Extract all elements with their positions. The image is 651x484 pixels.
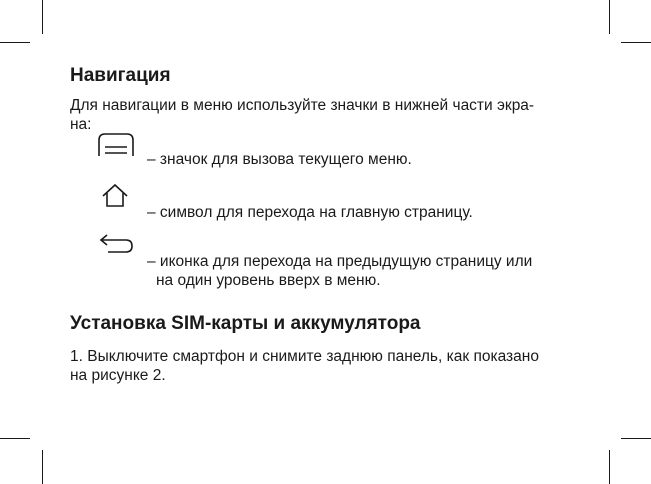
sim-install-heading: Установка SIM-карты и аккумулятора: [70, 313, 421, 334]
crop-mark-bottom-right-h: [621, 438, 651, 439]
home-icon: [96, 183, 136, 209]
navigation-heading: Навигация: [70, 65, 171, 86]
crop-mark-top-left: [42, 0, 43, 34]
back-icon-description-line1: – иконка для перехода на предыдущую страницу или: [147, 253, 533, 270]
navigation-intro-line2: на:: [70, 116, 92, 133]
navigation-intro-line1: Для навигации в меню используйте значки в нижней части экра-: [70, 97, 535, 114]
sim-install-step1-line1: 1. Выключите смартфон и снимите заднюю панель, как показано: [70, 348, 539, 365]
crop-mark-top-left-h: [0, 42, 30, 43]
back-icon-description: [147, 252, 532, 290]
navigation-intro: [70, 96, 570, 134]
crop-mark-bottom-right: [609, 450, 610, 484]
crop-mark-bottom-left-h: [0, 438, 30, 439]
back-icon: [96, 233, 136, 259]
menu-icon-description-text: – значок для вызова текущего меню.: [147, 151, 412, 168]
back-icon-description-line2: на один уровень вверх в меню.: [156, 272, 381, 289]
crop-mark-top-right: [609, 0, 610, 34]
home-icon-description-text: – символ для перехода на главную страницу.: [147, 204, 473, 221]
document-page: [70, 64, 570, 385]
crop-mark-top-right-h: [621, 42, 651, 43]
navigation-icon-list: [70, 134, 570, 294]
menu-icon: [96, 132, 136, 158]
sim-install-step1: [70, 347, 570, 385]
menu-icon-description: [147, 150, 412, 169]
crop-mark-bottom-left: [42, 450, 43, 484]
home-icon-description: [147, 203, 473, 222]
sim-install-step1-line2: на рисунке 2.: [70, 367, 166, 384]
